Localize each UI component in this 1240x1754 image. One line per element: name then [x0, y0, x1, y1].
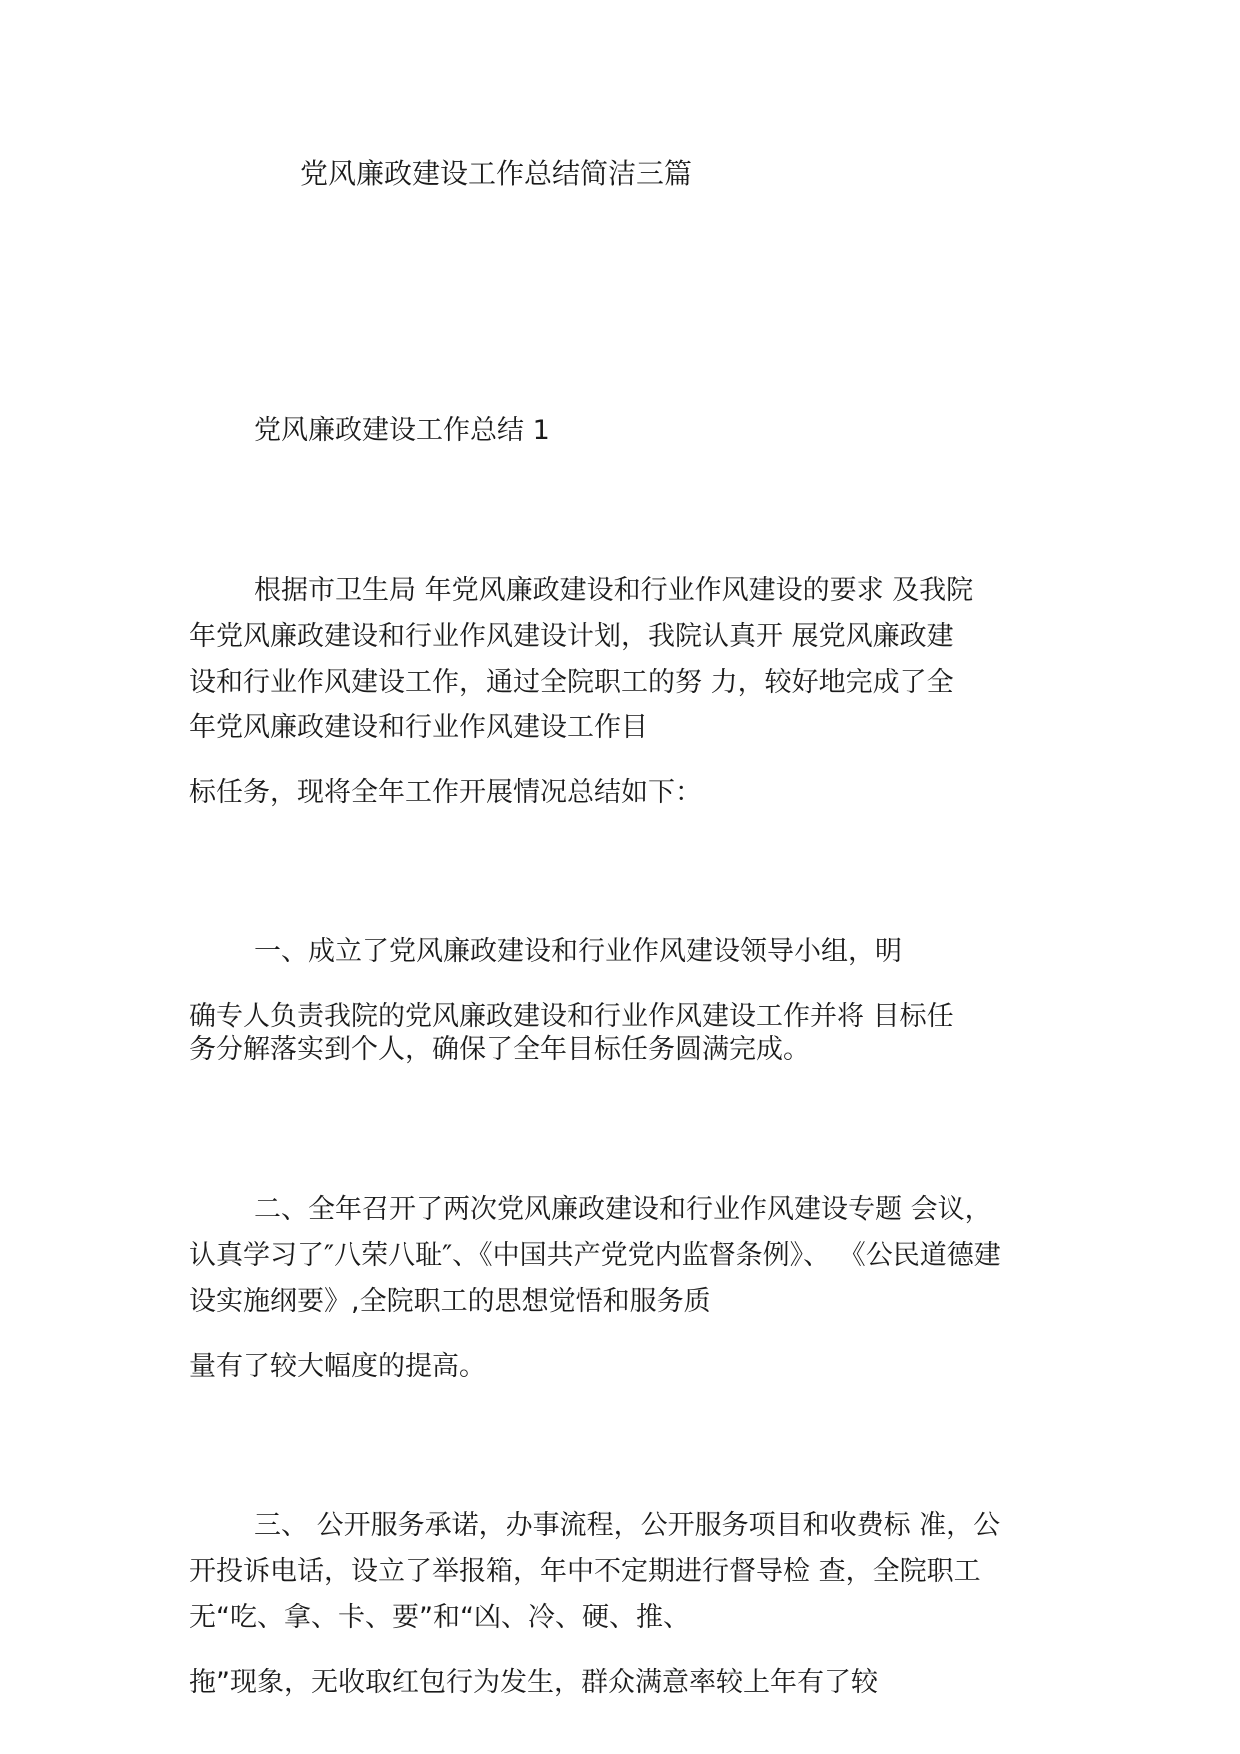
- paragraph-line: 设实施纲要》,全院职工的思想觉悟和服务质: [189, 1286, 711, 1317]
- paragraph-line: 量有了较大幅度的提高。: [189, 1351, 486, 1382]
- paragraph-line: 三、 公开服务承诺，办事流程，公开服务项目和收费标 准，公: [254, 1510, 1001, 1541]
- paragraph-line: 年党风廉政建设和行业作风建设计划，我院认真开 展党风廉政建: [189, 621, 954, 652]
- section-heading: 党风廉政建设工作总结 1: [254, 415, 550, 446]
- paragraph-line: 设和行业作风建设工作，通过全院职工的努 力，较好地完成了全: [189, 667, 954, 698]
- paragraph-line: 年党风廉政建设和行业作风建设工作目: [189, 712, 648, 743]
- paragraph-line: 二、全年召开了两次党风廉政建设和行业作风建设专题 会议，: [254, 1194, 992, 1225]
- paragraph-line: 标任务，现将全年工作开展情况总结如下：: [189, 777, 702, 808]
- paragraph-line: 开投诉电话，设立了举报箱，年中不定期进行督导检 查，全院职工: [189, 1556, 981, 1587]
- paragraph-line: 一、成立了党风廉政建设和行业作风建设领导小组，明: [254, 936, 902, 967]
- paragraph-line: 确专人负责我院的党风廉政建设和行业作风建设工作并将 目标任: [189, 1001, 954, 1032]
- paragraph-line: 无“吃、拿、卡、要”和“凶、冷、硬、推、: [189, 1602, 690, 1633]
- paragraph-line: 拖”现象，无收取红包行为发生，群众满意率较上年有了较: [189, 1667, 878, 1698]
- paragraph-line: 根据市卫生局 年党风廉政建设和行业作风建设的要求 及我院: [254, 575, 974, 606]
- document-title: 党风廉政建设工作总结简洁三篇: [300, 157, 693, 190]
- paragraph-line: 务分解落实到个人，确保了全年目标任务圆满完成。: [189, 1034, 810, 1065]
- paragraph-line: 认真学习了″八荣八耻″、《中国共产党党内监督条例》、 《公民道德建: [189, 1240, 1001, 1271]
